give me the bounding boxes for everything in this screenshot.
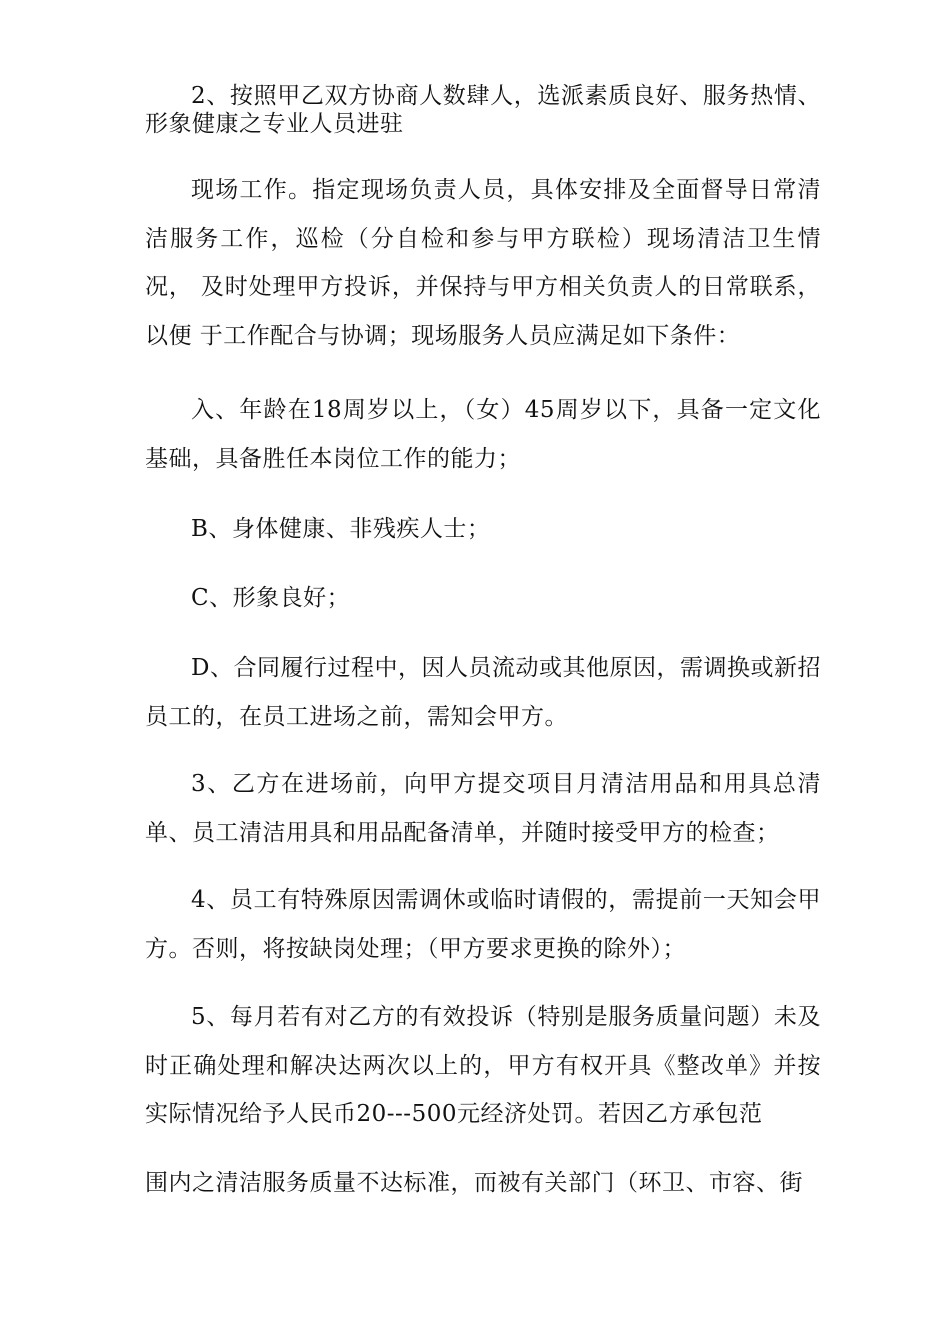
paragraph-condition-c: C、形象良好； (191, 585, 351, 611)
paragraph-condition-d: D、合同履行过程中，因人员流动或其他原因，需调换或新招员工的，在员工进场之前，需知会甲方。 (145, 655, 821, 730)
paragraph-condition-a: 入、年龄在18周岁以上，（女）45周岁以下，具备一定文化基础，具备胜任本岗位工作的能力； (145, 397, 821, 472)
paragraph-onsite-work: 现场工作。指定现场负责人员，具体安排及全面督导日常清洁服务工作，巡检（分自检和参与甲方联检）现场清洁卫生情况， 及时处理甲方投诉，并保持与甲方相关负责人的日常联系，以便 于工作配合与协调；现场服务人员应满足如下条件： (145, 177, 821, 349)
paragraph-item-3: 3、乙方在进场前，向甲方提交项目月清洁用品和用具总清单、员工清洁用具和用品配备清单，并随时接受甲方的检查； (145, 771, 821, 846)
paragraph-item-4: 4、员工有特殊原因需调休或临时请假的，需提前一天知会甲方。否则，将按缺岗处理；（甲方要求更换的除外）； (145, 887, 821, 962)
paragraph-condition-b: B、身体健康、非残疾人士； (191, 516, 491, 542)
paragraph-staffing: 2、按照甲乙双方协商人数肆人，选派素质良好、服务热情、形象健康之专业人员进驻 (145, 83, 821, 137)
paragraph-item-5: 5、每月若有对乙方的有效投诉（特别是服务质量问题）未及时正确处理和解决达两次以上的，甲方有权开具《整改单》并按实际情况给予人民币20---500元经济处罚。若因乙方承包范 (145, 1004, 821, 1127)
paragraph-continuation: 围内之清洁服务质量不达标准，而被有关部门（环卫、市容、街 (145, 1170, 803, 1196)
